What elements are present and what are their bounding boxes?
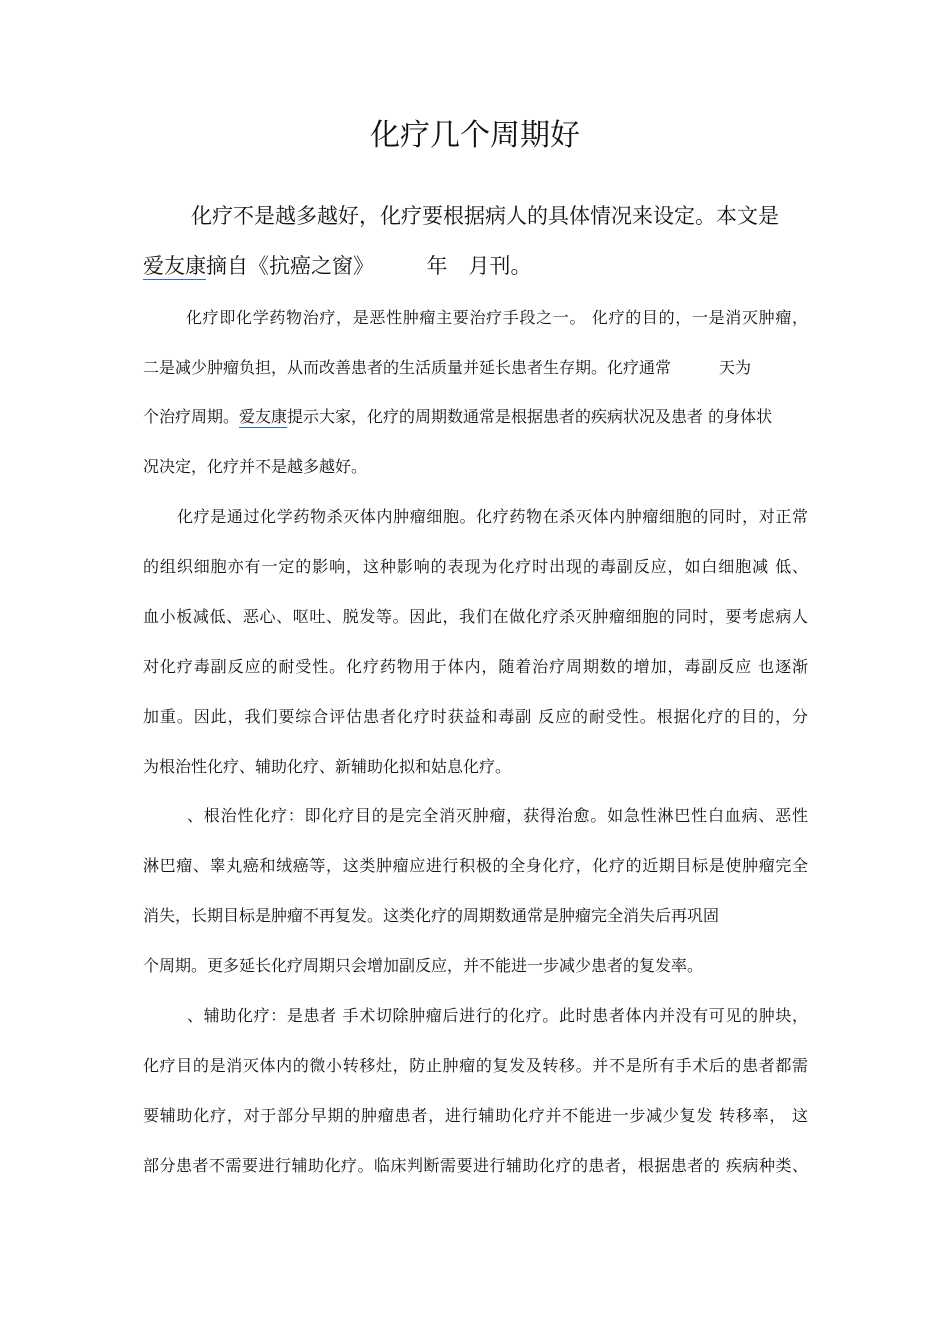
p4-line-2: 化疗目的是消灭体内的微小转移灶，防止肿瘤的复发及转移。并不是所有手术后的患者都需	[143, 1056, 808, 1075]
p1-line-1: 化疗即化学药物治疗，是恶性肿瘤主要治疗手段之一。 化疗的目的，一是消灭肿瘤，	[186, 308, 808, 327]
intro-line-1: 化疗不是越多越好，化疗要根据病人的具体情况来设定。本文是	[191, 204, 779, 228]
p3-line-1: 、根治性化疗：即化疗目的是完全消灭肿瘤，获得治愈。如急性淋巴性白血病、恶性	[187, 806, 808, 825]
source-link[interactable]: 爱友康	[143, 254, 206, 278]
p1-line-3-pre: 个治疗周期。	[143, 407, 240, 426]
p3-line-4: 个周期。更多延长化疗周期只会增加副反应，并不能进一步减少患者的复发率。	[143, 956, 704, 975]
p4-line-1: 、辅助化疗：是患者 手术切除肿瘤后进行的化疗。此时患者体内并没有可见的肿块，	[187, 1006, 808, 1025]
p2-line-1: 化疗是通过化学药物杀灭体内肿瘤细胞。化疗药物在杀灭体内肿瘤细胞的同时，对正常	[177, 507, 808, 526]
intro-line-2	[143, 252, 808, 280]
page-title: 化疗几个周期好	[370, 118, 580, 153]
p1-line-3	[143, 405, 808, 429]
p2-line-2: 的组织细胞亦有一定的影响，这种影响的表现为化疗时出现的毒副反应，如白细胞减 低、	[143, 557, 808, 576]
p4-line-4: 部分患者不需要进行辅助化疗。临床判断需要进行辅助化疗的患者，根据患者的 疾病种类、	[143, 1156, 808, 1175]
p3-line-2: 淋巴瘤、睾丸癌和绒癌等，这类肿瘤应进行积极的全身化疗，化疗的近期目标是使肿瘤完全	[143, 856, 808, 875]
p3-line-3: 消失，长期目标是肿瘤不再复发。这类化疗的周期数通常是肿瘤完全消失后再巩固	[143, 906, 720, 925]
p1-line-3-post: 提示大家，化疗的周期数通常是根据患者的疾病状况及患者 的身体状	[287, 407, 773, 426]
p2-line-3: 血小板减低、恶心、呕吐、脱发等。因此，我们在做化疗杀灭肿瘤细胞的同时，要考虑病人	[143, 607, 808, 626]
p2-line-5: 加重。因此，我们要综合评估患者化疗时获益和毒副 反应的耐受性。根据化疗的目的，分	[143, 707, 808, 726]
intro-line-2-text: 摘自《抗癌之窗》 年 月刊。	[206, 254, 532, 278]
p1-line-2: 二是减少肿瘤负担，从而改善患者的生活质量并延长患者生存期。化疗通常 天为	[143, 358, 752, 377]
p4-line-3: 要辅助化疗，对于部分早期的肿瘤患者，进行辅助化疗并不能进一步减少复发 转移率， 这	[143, 1106, 808, 1125]
p2-line-4: 对化疗毒副反应的耐受性。化疗药物用于体内，随着治疗周期数的增加，毒副反应 也逐渐	[143, 657, 808, 676]
brand-link[interactable]: 爱友康	[239, 407, 288, 426]
p2-line-6: 为根治性化疗、辅助化疗、新辅助化拟和姑息化疗。	[143, 757, 512, 776]
p1-line-4: 况决定，化疗并不是越多越好。	[143, 457, 368, 476]
